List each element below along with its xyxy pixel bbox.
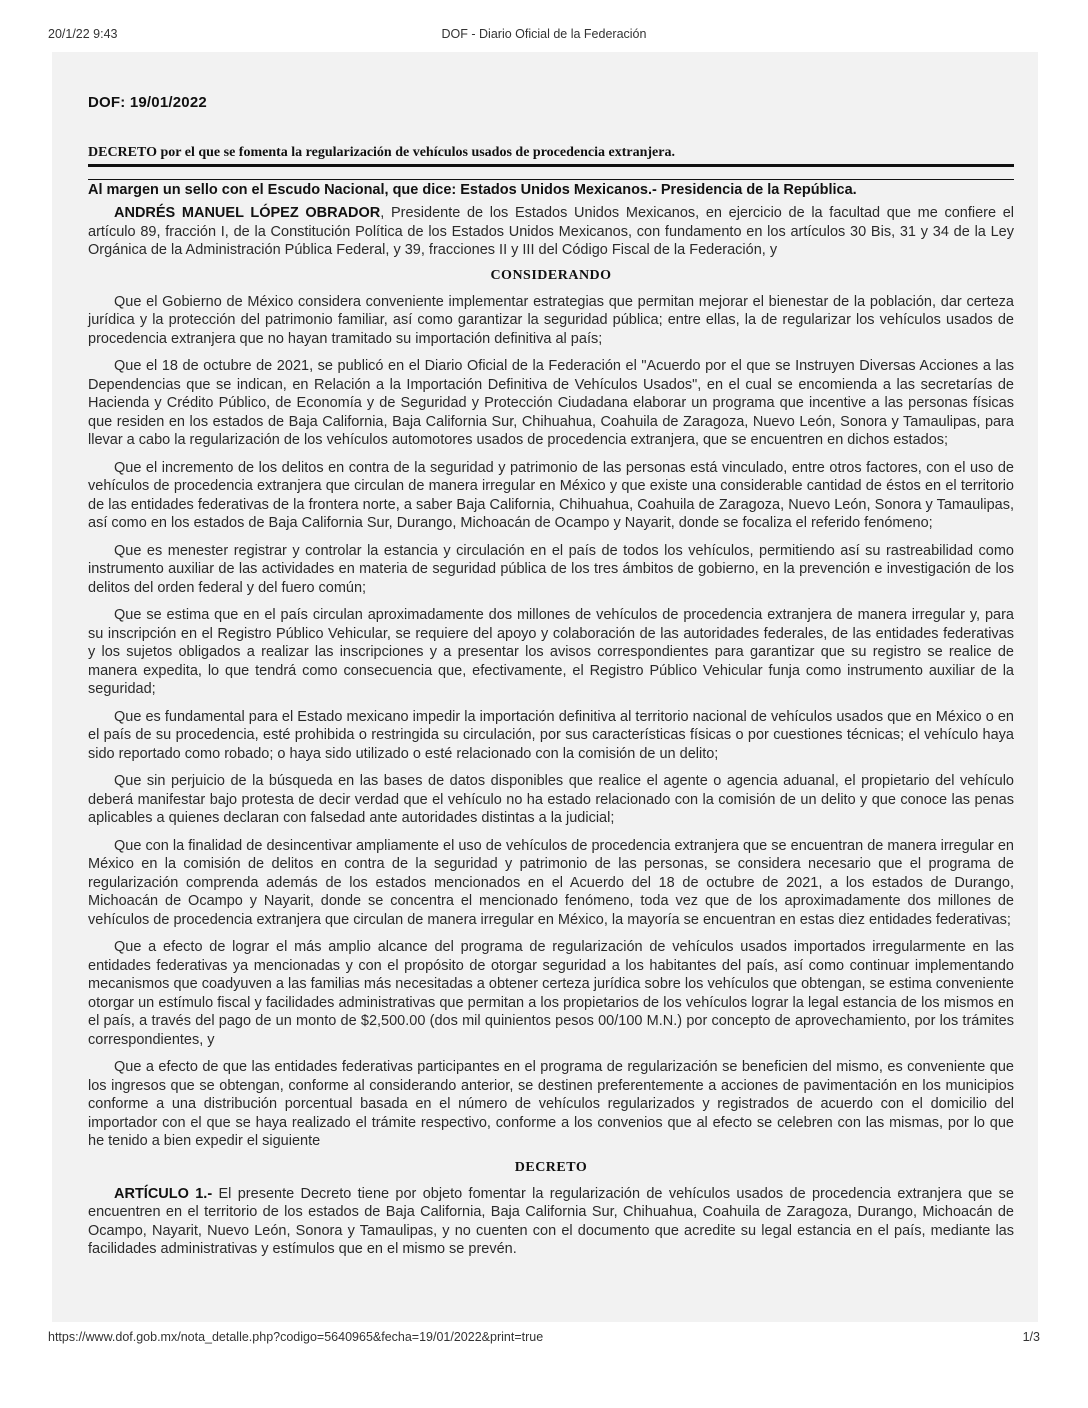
print-header bbox=[48, 27, 1040, 45]
document-panel bbox=[52, 52, 1038, 1322]
considerando-paragraph: Que a efecto de lograr el más amplio alcance del programa de regularización de vehículos usados importados irregularmente en las entidades federativas ya mencionadas y con el propósito de otorgar seguridad a los habitantes del país, así como continuar implementando mecanismos que coadyuven a las familias más necesitadas a obtener certeza jurídica sobre los vehículos que obtengan, se estima conveniente otorgar un estímulo fiscal y facilidades administrativas que permitan a los propietarios de los vehículos lograr la legal estancia de los mismos en el país, a través del pago de un monto de $2,500.00 (dos mil quinientos pesos 00/100 M.N.) por concepto de aprovechamiento, por los trámites correspondientes, y bbox=[88, 939, 1014, 1048]
print-url[interactable]: https://www.dof.gob.mx/nota_detalle.php?codigo=5640965&fecha=19/01/2022&print=true bbox=[48, 1330, 544, 1344]
seal-line: Al margen un sello con el Escudo Nacional, que dice: Estados Unidos Mexicanos.- Presidencia de la República. bbox=[88, 182, 857, 198]
decree-title: DECRETO por el que se fomenta la regularización de vehículos usados de procedencia extranjera. bbox=[88, 145, 1014, 167]
considerando-paragraph: Que el Gobierno de México considera conveniente implementar estrategias que permitan mejorar el bienestar de la población, dar certeza jurídica y la protección del patrimonio familiar, así como garantizar la seguridad pública; entre ellas, la de regularizar los vehículos usados de procedencia extranjera que no hayan tramitado su importación definitiva al país; bbox=[88, 293, 1014, 347]
intro-text: , Presidente de los Estados Unidos Mexicanos, en ejercicio de la facultad que me confiere el artículo 89, fracción I, de la Constitución Política de los Estados Unidos Mexicanos, con fundamento en los artículos 30 Bis, 31 y 34 de la Ley Orgánica de la Administración Pública Federal, y 39, fracciones II y III del Código Fiscal de la Federación, y bbox=[88, 205, 1014, 258]
considerando-paragraph: Que el 18 de octubre de 2021, se publicó en el Diario Oficial de la Federación el "Acuerdo por el que se Instruyen Diversas Acciones a las Dependencias que se indican, en Relación a la Importación Definitiva de Vehículos Usados", en el cual se encomienda a las secretarías de Hacienda y Crédito Público, de Economía y de Seguridad y Protección Ciudadana elaborar un programa que incentive a las personas físicas que residen en los estados de Baja California, Baja California Sur, Chihuahua, Coahuila de Zaragoza, Nuevo León, Sonora y Tamaulipas, para llevar a cabo la regularización de los vehículos automotores usados de procedencia extranjera, que se encuentren en dichos estados; bbox=[88, 358, 1014, 448]
considerando-paragraph: Que el incremento de los delitos en contra de la seguridad y patrimonio de las personas está vinculado, entre otros factores, con el uso de vehículos de procedencia extranjera que circulan de manera irregular en México y que existe una considerable cantidad de éstos en el territorio de las entidades federativas de la frontera norte, a saber Baja California, Chihuahua, Coahuila de Zaragoza, Nuevo León, Sonora y Tamaulipas, así como en los estados de Baja California Sur, Durango, Michoacán de Ocampo y Nayarit, donde se focaliza el referido fenómeno; bbox=[88, 459, 1014, 531]
articulo-1-paragraph bbox=[88, 1185, 1014, 1259]
considerando-paragraph: Que se estima que en el país circulan aproximadamente dos millones de vehículos de procedencia extranjera de manera irregular y, para su inscripción en el Registro Público Vehicular, se requiere del apoyo y colaboración de las autoridades federales, de las entidades federativas y los sujetos obligados a realizar las inscripciones y a presentar los avisos correspondientes para garantizar que su registro se realice de manera expedita, lo que tendrá como consecuencia que, efectivamente, el Registro Público Vehicular funja como instrumento auxiliar de la seguridad; bbox=[88, 607, 1014, 697]
considerando-paragraph: Que con la finalidad de desincentivar ampliamente el uso de vehículos de procedencia extranjera que se encuentran de manera irregular en México en la comisión de delitos en contra de la seguridad y patrimonio de las personas, se considera necesario que el programa de regularización comprenda además de los estados mencionados en el Acuerdo del 18 de octubre de 2021, a los estados de Durango, Michoacán de Ocampo y Nayarit, donde se concentra el mencionado fenómeno, toda vez que de los aproximadamente dos millones de vehículos de procedencia extranjera que circulan de manera irregular en México, la mayoría se encuentran en estas diez entidades federativas; bbox=[88, 837, 1014, 928]
print-page-title: DOF - Diario Oficial de la Federación bbox=[441, 27, 647, 41]
print-footer bbox=[48, 1330, 1040, 1348]
articulo-1-label: ARTÍCULO 1.- bbox=[114, 1185, 213, 1202]
decreto-heading: DECRETO bbox=[514, 1159, 588, 1175]
document-content bbox=[88, 94, 1014, 1268]
title-divider bbox=[88, 179, 1014, 180]
page-number: 1/3 bbox=[1022, 1330, 1040, 1344]
dof-date: DOF: 19/01/2022 bbox=[88, 94, 207, 111]
considerando-paragraph: Que es menester registrar y controlar la estancia y circulación en el país de todos los vehículos, permitiendo así su rastreabilidad como instrumento auxiliar de las actividades en materia de seguridad pública de los tres ámbitos de gobierno, en la prevención e investigación de los delitos del orden federal y del fuero común; bbox=[88, 542, 1014, 596]
considerando-paragraph: Que sin perjuicio de la búsqueda en las bases de datos disponibles que realice el agente o agencia aduanal, el propietario del vehículo deberá manifestar bajo protesta de decir verdad que el vehículo no ha estado relacionado con la comisión de un delito y que conoce las penas aplicables a quienes declaran con falsedad ante autoridades distintas a la judicial; bbox=[88, 773, 1014, 826]
articulo-1-text: El presente Decreto tiene por objeto fomentar la regularización de vehículos usados de procedencia extranjera que se encuentren en el territorio de los estados de Baja California, Baja California Sur, Chihuahua, Coahuila de Zaragoza, Durango, Michoacán de Ocampo, Nayarit, Nuevo León, Sonora y Tamaulipas, y no cuenten con el documento que acredite su legal estancia en el país, mediante las facilidades administrativas y estímulos que en el mismo se prevén. bbox=[88, 1185, 1014, 1257]
considerando-heading: CONSIDERANDO bbox=[490, 267, 612, 283]
president-name: ANDRÉS MANUEL LÓPEZ OBRADOR bbox=[114, 205, 381, 221]
considerando-paragraph: Que a efecto de que las entidades federativas participantes en el programa de regularización se beneficien del mismo, es conveniente que los ingresos que se obtengan, conforme al considerando anterior, se destinen preferentemente a acciones de pavimentación en los municipios conforme a una distribución porcentual basada en el número de vehículos regularizados y registrados de acuerdo con el domicilio del importador con el que se haya realizado el trámite respectivo, conforme a los convenios que al efecto se celebren con las mismas, por lo que he tenido a bien expedir el siguiente bbox=[88, 1059, 1014, 1149]
print-datetime: 20/1/22 9:43 bbox=[48, 27, 118, 41]
intro-paragraph bbox=[88, 204, 1014, 260]
considerando-paragraph: Que es fundamental para el Estado mexicano impedir la importación definitiva al territorio nacional de vehículos usados que en México o en el país de su procedencia, esté prohibida o restringida su circulación, por sus características físicas o por cuestiones técnicas; el vehículo haya sido reportado como robado; o haya sido utilizado o esté relacionado con la comisión de un delito; bbox=[88, 708, 1014, 762]
